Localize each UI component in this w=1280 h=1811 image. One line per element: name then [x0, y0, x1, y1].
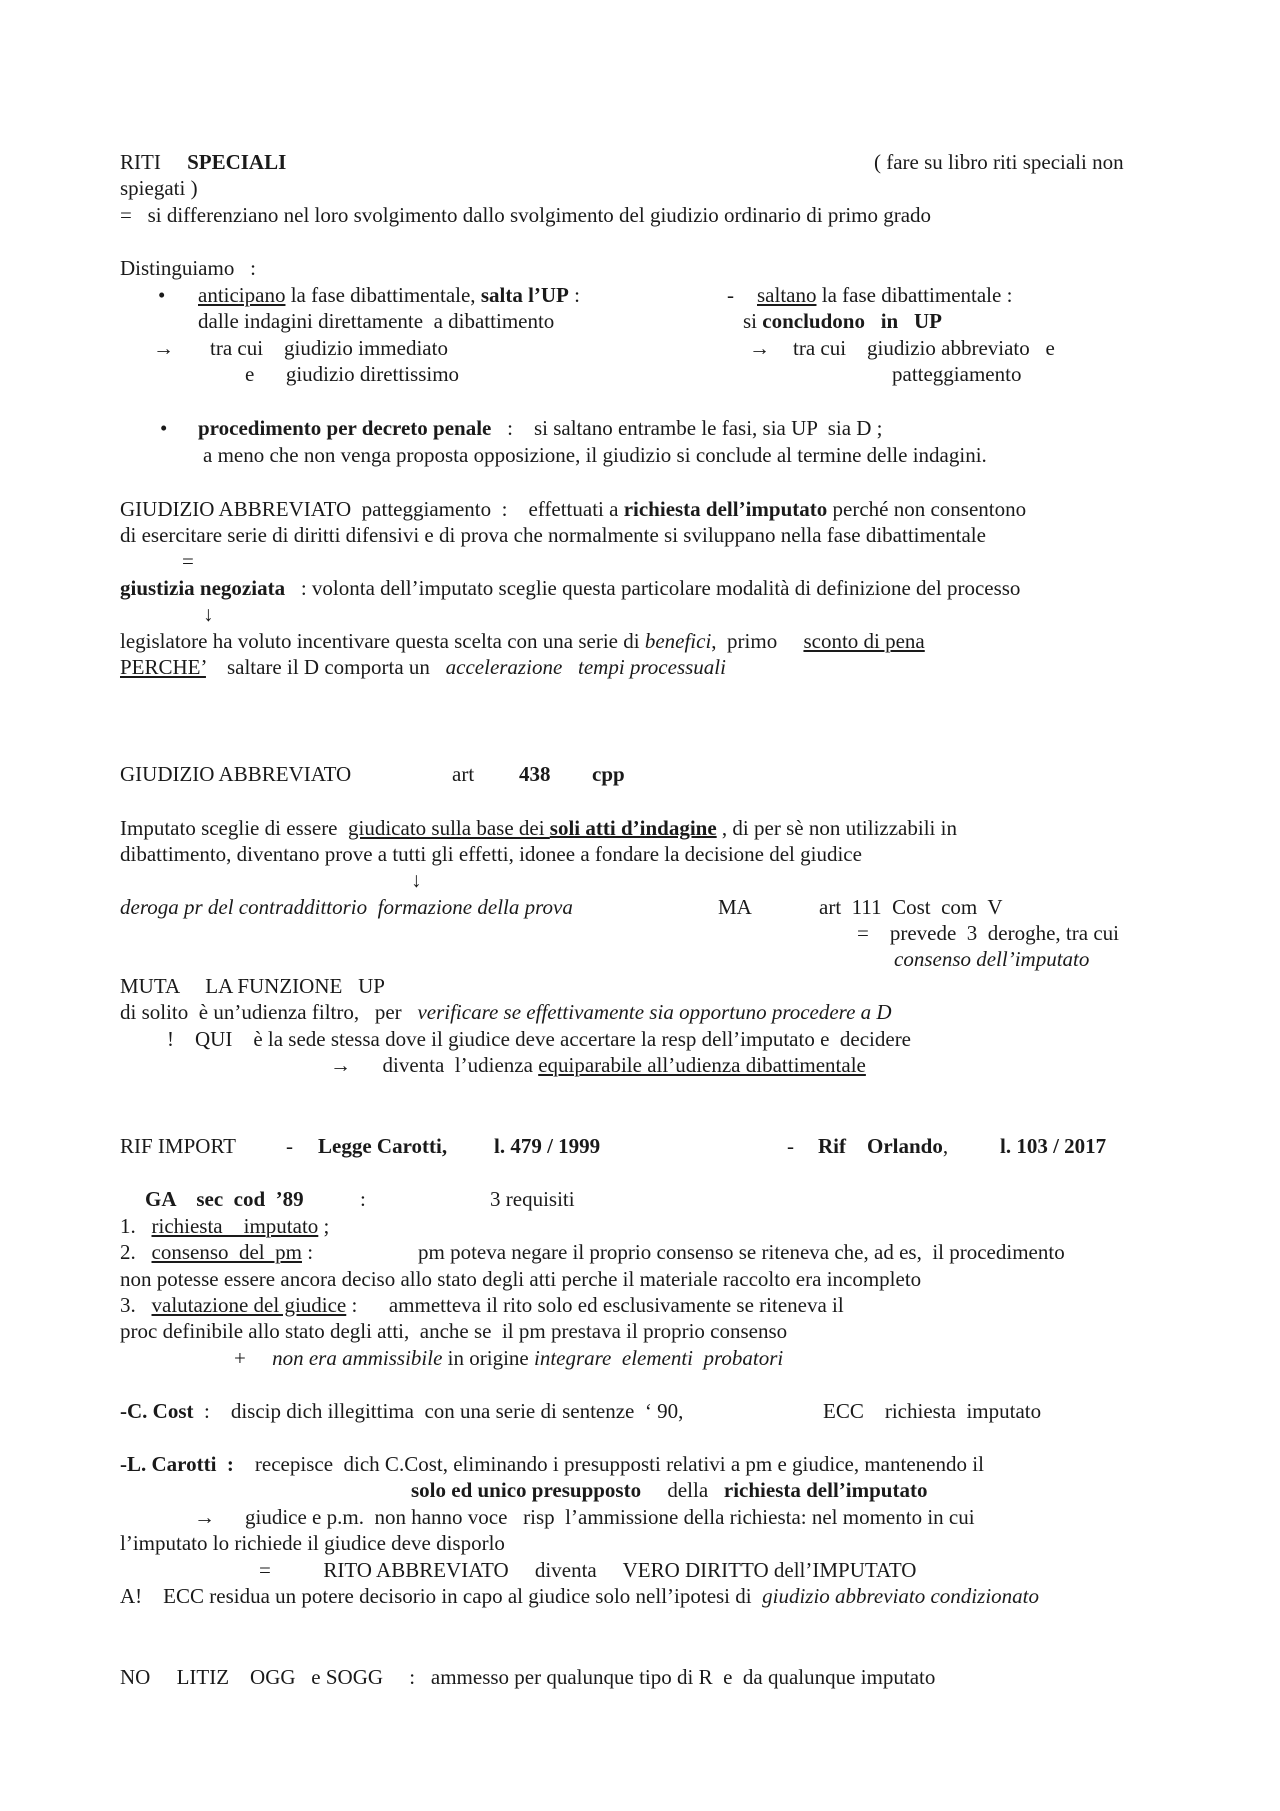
imputato-line-2: dibattimento, diventano prove a tutti gli effetti, idonee a fondare la decisione del giudice — [120, 842, 862, 866]
consenso-line: consenso dell’imputato — [894, 947, 1090, 971]
ga-sec-cod: GA sec cod ’89 — [145, 1187, 304, 1211]
doc-title — [120, 149, 286, 176]
bullet-icon: • — [160, 416, 168, 440]
side-note-continued: spiegati ) — [120, 176, 198, 200]
title-word-riti: RITI — [120, 150, 161, 174]
dash-icon: - — [727, 283, 734, 307]
arrow-down-icon: ↓ — [411, 868, 422, 892]
ga-patteggiamento-line-2: di esercitare serie di diritti difensivi e di prova che normalmente si sviluppano nella fase dibattimentale — [120, 523, 986, 547]
saltano-line: saltano la fase dibattimentale : — [757, 283, 1013, 307]
equals-sign: = — [182, 549, 194, 573]
saltano-term: saltano — [757, 283, 817, 307]
bullet-icon: • — [158, 283, 166, 307]
prevede-line: = prevede 3 deroghe, tra cui — [857, 921, 1119, 945]
anticipano-examples-2: e giudizio direttissimo — [245, 362, 460, 386]
arrow-right-icon: → — [749, 336, 770, 360]
ga-heading-num: 438 — [519, 762, 551, 786]
arrow-right-icon: → — [194, 1505, 215, 1529]
distinguiamo-label: Distinguiamo : — [120, 256, 256, 280]
saltano-examples: tra cui giudizio abbreviato e — [793, 336, 1055, 360]
no-litiz-line: NO LITIZ OGG e SOGG : ammesso per qualunque tipo di R e da qualunque imputato — [120, 1665, 936, 1689]
perche-line: PERCHE’ saltare il D comporta un accelerazione tempi processuali — [120, 655, 726, 679]
rif-orlando-number: l. 103 / 2017 — [1000, 1134, 1107, 1158]
rito-abbreviato-line: = RITO ABBREVIATO diventa VERO DIRITTO dell’IMPUTATO — [259, 1558, 917, 1582]
requisito-3: 3. valutazione del giudice : ammetteva il rito solo ed esclusivamente se riteneva il — [120, 1293, 844, 1317]
decreto-penale-detail: a meno che non venga proposta opposizione, il giudizio si conclude al termine delle indagini. — [203, 443, 987, 467]
muta-line: MUTA LA FUNZIONE UP — [120, 974, 385, 998]
ga-heading-cpp: cpp — [592, 762, 625, 786]
rif-import-label: RIF IMPORT — [120, 1134, 237, 1158]
arrow-right-icon: → — [153, 336, 174, 360]
rif-orlando: Rif Orlando, — [818, 1134, 949, 1158]
ma-label: MA — [718, 895, 752, 919]
qui-line: ! QUI è la sede stessa dove il giudice deve accertare la resp dell’imputato e decidere — [167, 1027, 912, 1051]
title-word-speciali: SPECIALI — [187, 150, 287, 174]
art111-label: art 111 Cost com V — [819, 895, 1003, 919]
anticipano-line: anticipano la fase dibattimentale, salta l’UP : — [198, 283, 580, 307]
requisito-3-detail: proc definibile allo stato degli atti, anche se il pm prestava il proprio consenso — [120, 1319, 788, 1343]
legge-carotti-number: l. 479 / 1999 — [494, 1134, 601, 1158]
saltano-examples-2: patteggiamento — [892, 362, 1022, 386]
diventa-line: → diventa l’udienza equiparabile all’udienza dibattimentale — [330, 1053, 866, 1077]
arrow-down-icon: ↓ — [203, 602, 214, 626]
anticipano-term: anticipano — [198, 283, 286, 307]
legge-carotti: Legge Carotti, — [318, 1134, 448, 1158]
requisito-2-detail: pm poteva negare il proprio consenso se riteneva che, ad es, il procedimento — [418, 1240, 1065, 1264]
ga-sec-cod-colon: : — [360, 1187, 366, 1211]
legislatore-line: legislatore ha voluto incentivare questa scelta con una serie di benefici, primo sconto di pena — [120, 629, 925, 653]
anticipano-detail: dalle indagini direttamente a dibattimento — [198, 309, 555, 333]
saltano-detail: si concludono in UP — [743, 309, 942, 333]
requisiti-label: 3 requisiti — [490, 1187, 575, 1211]
deroga-line: deroga pr del contraddittorio formazione della prova — [120, 895, 573, 919]
requisito-1: 1. richiesta imputato ; — [120, 1214, 330, 1238]
integrare-line: + non era ammissibile in origine integrare elementi probatori — [234, 1346, 784, 1370]
ga-patteggiamento-line: GIUDIZIO ABBREVIATO patteggiamento : effettuati a richiesta dell’imputato perché non consentono — [120, 497, 1027, 521]
giustizia-negoziata-line: giustizia negoziata : volonta dell’imputato sceglie questa particolare modalità di definizione del processo — [120, 576, 1021, 600]
legge-carotti-line-3: giudice e p.m. non hanno voce risp l’ammissione della richiesta: nel momento in cui — [245, 1505, 975, 1529]
ga-heading: GIUDIZIO ABBREVIATO — [120, 762, 352, 786]
side-note: ( fare su libro riti speciali non — [874, 150, 1124, 174]
definition-line: = si differenziano nel loro svolgimento dallo svolgimento del giudizio ordinario di primo grado — [120, 203, 932, 227]
decreto-penale-line: procedimento per decreto penale : si saltano entrambe le fasi, sia UP sia D ; — [198, 416, 883, 440]
corte-cost-line: -C. Cost : discip dich illegittima con una serie di sentenze ‘ 90, — [120, 1399, 684, 1423]
imputato-line: Imputato sceglie di essere giudicato sulla base dei soli atti d’indagine , di per sè non utilizzabili in — [120, 816, 957, 840]
requisito-2-detail-2: non potesse essere ancora deciso allo stato degli atti perche il materiale raccolto era incompleto — [120, 1267, 922, 1291]
ecc-residua-line: A! ECC residua un potere decisorio in capo al giudice solo nell’ipotesi di giudizio abbreviato condizionato — [120, 1584, 1039, 1608]
legge-carotti-line-2: solo ed unico presupposto della richiesta dell’imputato — [411, 1478, 928, 1502]
legge-carotti-line: -L. Carotti : recepisce dich C.Cost, eliminando i presupposti relativi a pm e giudice, mantenendo il — [120, 1452, 984, 1476]
requisito-2: 2. consenso del pm : — [120, 1240, 314, 1264]
solito-line: di solito è un’udienza filtro, per verificare se effettivamente sia opportuno procedere a D — [120, 1000, 892, 1024]
legge-carotti-line-4: l’imputato lo richiede il giudice deve disporlo — [120, 1531, 505, 1555]
dash-icon: - — [286, 1134, 293, 1158]
anticipano-examples: tra cui giudizio immediato — [210, 336, 448, 360]
ga-heading-art: art — [452, 762, 475, 786]
corte-cost-ecc: ECC richiesta imputato — [823, 1399, 1042, 1423]
dash-icon: - — [787, 1134, 794, 1158]
